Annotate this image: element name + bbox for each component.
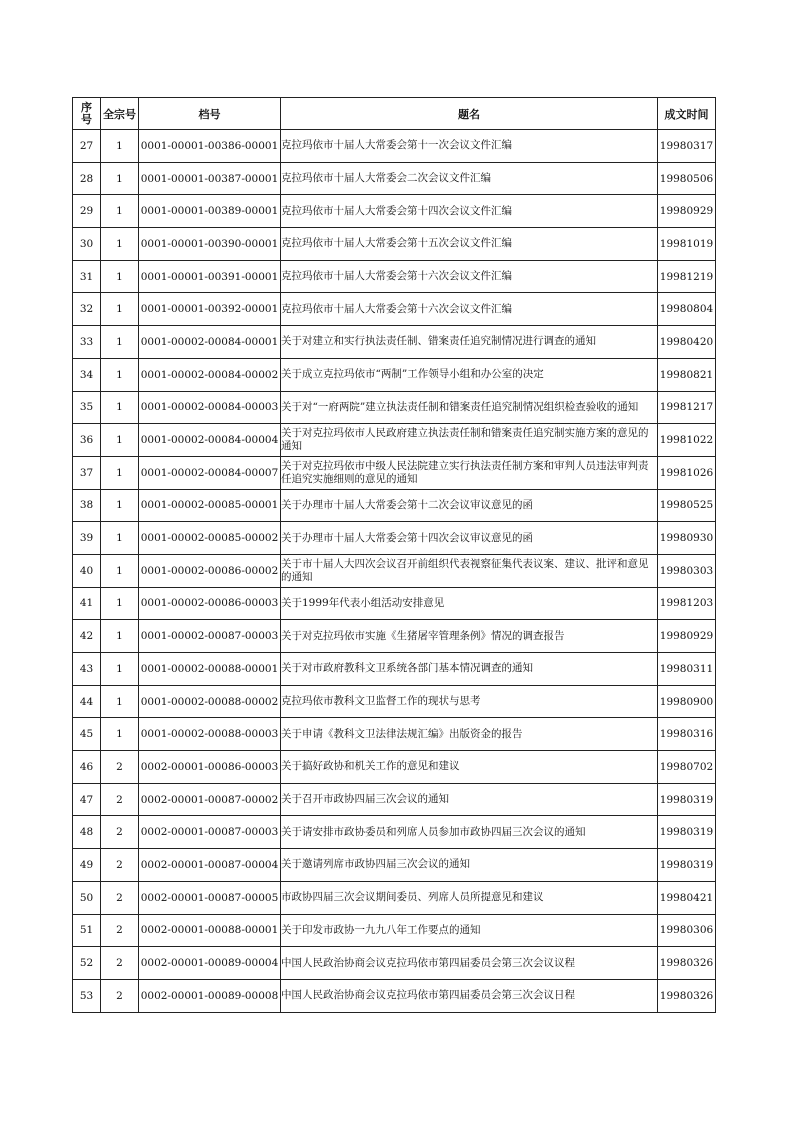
row-index: 40 xyxy=(73,554,101,587)
row-date: 19980326 xyxy=(658,979,716,1012)
row-title: 克拉玛依市十届人大常委会第十六次会议文件汇编 xyxy=(281,260,658,293)
row-date: 19980303 xyxy=(658,554,716,587)
row-code: 0001-00002-00086-00002 xyxy=(139,554,281,587)
row-date: 19981217 xyxy=(658,391,716,424)
row-date: 19981019 xyxy=(658,228,716,261)
table-row xyxy=(73,685,716,718)
row-date: 19980821 xyxy=(658,358,716,391)
row-title: 克拉玛依市教科文卫监督工作的现状与思考 xyxy=(281,685,658,718)
row-index: 45 xyxy=(73,718,101,751)
header-date: 成文时间 xyxy=(658,98,716,130)
row-code: 0001-00002-00088-00002 xyxy=(139,685,281,718)
row-title: 克拉玛依市十届人大常委会第十一次会议文件汇编 xyxy=(281,130,658,163)
row-index: 50 xyxy=(73,881,101,914)
row-code: 0001-00002-00084-00007 xyxy=(139,456,281,489)
table-row xyxy=(73,130,716,163)
row-code: 0002-00001-00087-00004 xyxy=(139,849,281,882)
row-index: 43 xyxy=(73,653,101,686)
table-header xyxy=(73,98,716,130)
row-date: 19980930 xyxy=(658,522,716,555)
row-date: 19981203 xyxy=(658,587,716,620)
table-row xyxy=(73,293,716,326)
row-fonds: 1 xyxy=(101,326,139,359)
row-fonds: 1 xyxy=(101,130,139,163)
row-title: 关于成立克拉玛依市“两制”工作领导小组和办公室的决定 xyxy=(281,358,658,391)
row-date: 19980326 xyxy=(658,947,716,980)
row-fonds: 1 xyxy=(101,489,139,522)
row-fonds: 1 xyxy=(101,162,139,195)
row-code: 0001-00002-00088-00001 xyxy=(139,653,281,686)
row-fonds: 1 xyxy=(101,554,139,587)
row-date: 19981026 xyxy=(658,456,716,489)
row-code: 0001-00002-00084-00004 xyxy=(139,424,281,457)
row-date: 19980929 xyxy=(658,195,716,228)
row-date: 19980506 xyxy=(658,162,716,195)
row-index: 41 xyxy=(73,587,101,620)
row-fonds: 1 xyxy=(101,358,139,391)
row-date: 19980319 xyxy=(658,783,716,816)
row-code: 0001-00002-00084-00003 xyxy=(139,391,281,424)
row-title: 关于对建立和实行执法责任制、错案责任追究制情况进行调查的通知 xyxy=(281,326,658,359)
row-title: 市政协四届三次会议期间委员、列席人员所提意见和建议 xyxy=(281,881,658,914)
row-code: 0001-00002-00086-00003 xyxy=(139,587,281,620)
row-fonds: 1 xyxy=(101,587,139,620)
row-fonds: 2 xyxy=(101,914,139,947)
table-row xyxy=(73,424,716,457)
row-date: 19980702 xyxy=(658,751,716,784)
row-title: 关于对克拉玛依市中级人民法院建立实行执法责任制方案和审判人员违法审判责任追究实施细则的意见的通知 xyxy=(281,456,658,489)
row-date: 19980319 xyxy=(658,849,716,882)
row-index: 35 xyxy=(73,391,101,424)
row-code: 0002-00001-00087-00003 xyxy=(139,816,281,849)
row-date: 19980525 xyxy=(658,489,716,522)
header-index-line-2: 号 xyxy=(81,112,92,126)
table-row xyxy=(73,914,716,947)
row-fonds: 1 xyxy=(101,620,139,653)
header-code: 档号 xyxy=(139,98,281,130)
row-fonds: 2 xyxy=(101,751,139,784)
row-fonds: 1 xyxy=(101,391,139,424)
row-title: 克拉玛依市十届人大常委会第十四次会议文件汇编 xyxy=(281,195,658,228)
row-date: 19980421 xyxy=(658,881,716,914)
row-code: 0001-00002-00085-00001 xyxy=(139,489,281,522)
row-code: 0002-00001-00089-00004 xyxy=(139,947,281,980)
row-date: 19981022 xyxy=(658,424,716,457)
row-date: 19980306 xyxy=(658,914,716,947)
row-index: 30 xyxy=(73,228,101,261)
row-code: 0002-00001-00089-00008 xyxy=(139,979,281,1012)
header-title: 题名 xyxy=(281,98,658,130)
row-fonds: 1 xyxy=(101,653,139,686)
row-fonds: 2 xyxy=(101,947,139,980)
row-fonds: 2 xyxy=(101,849,139,882)
row-title: 中国人民政治协商会议克拉玛依市第四届委员会第三次会议议程 xyxy=(281,947,658,980)
table-row xyxy=(73,587,716,620)
table-row xyxy=(73,816,716,849)
row-fonds: 2 xyxy=(101,816,139,849)
row-code: 0001-00001-00389-00001 xyxy=(139,195,281,228)
row-code: 0001-00002-00085-00002 xyxy=(139,522,281,555)
table-row xyxy=(73,881,716,914)
row-fonds: 2 xyxy=(101,783,139,816)
row-title: 关于印发市政协一九九八年工作要点的通知 xyxy=(281,914,658,947)
table-row xyxy=(73,456,716,489)
row-index: 36 xyxy=(73,424,101,457)
row-title: 关于对市政府教科文卫系统各部门基本情况调查的通知 xyxy=(281,653,658,686)
table-row xyxy=(73,620,716,653)
row-title: 关于市十届人大四次会议召开前组织代表视察征集代表议案、建议、批评和意见的通知 xyxy=(281,554,658,587)
table-row xyxy=(73,783,716,816)
row-fonds: 1 xyxy=(101,260,139,293)
row-code: 0001-00002-00087-00003 xyxy=(139,620,281,653)
row-code: 0001-00001-00386-00001 xyxy=(139,130,281,163)
row-title: 关于对克拉玛依市人民政府建立执法责任制和错案责任追究制实施方案的意见的通知 xyxy=(281,424,658,457)
table-row xyxy=(73,358,716,391)
row-code: 0001-00002-00088-00003 xyxy=(139,718,281,751)
row-date: 19980311 xyxy=(658,653,716,686)
row-index: 32 xyxy=(73,293,101,326)
row-fonds: 1 xyxy=(101,195,139,228)
row-title: 关于召开市政协四届三次会议的通知 xyxy=(281,783,658,816)
row-date: 19980319 xyxy=(658,816,716,849)
row-code: 0002-00001-00087-00002 xyxy=(139,783,281,816)
row-index: 44 xyxy=(73,685,101,718)
row-fonds: 1 xyxy=(101,424,139,457)
row-title: 关于对“一府两院”建立执法责任制和错案责任追究制情况组织检查验收的通知 xyxy=(281,391,658,424)
archive-catalog-table xyxy=(72,97,716,1013)
row-index: 52 xyxy=(73,947,101,980)
row-code: 0002-00001-00088-00001 xyxy=(139,914,281,947)
row-title: 关于办理市十届人大常委会第十二次会议审议意见的函 xyxy=(281,489,658,522)
table-row xyxy=(73,260,716,293)
header-index-line-1: 序 xyxy=(81,100,92,114)
row-index: 48 xyxy=(73,816,101,849)
row-title: 关于办理市十届人大常委会第十四次会议审议意见的函 xyxy=(281,522,658,555)
row-code: 0001-00002-00084-00002 xyxy=(139,358,281,391)
row-fonds: 1 xyxy=(101,293,139,326)
row-code: 0001-00002-00084-00001 xyxy=(139,326,281,359)
row-date: 19980804 xyxy=(658,293,716,326)
row-title: 关于对克拉玛依市实施《生猪屠宰管理条例》情况的调查报告 xyxy=(281,620,658,653)
row-fonds: 1 xyxy=(101,228,139,261)
row-title: 克拉玛依市十届人大常委会二次会议文件汇编 xyxy=(281,162,658,195)
row-date: 19980900 xyxy=(658,685,716,718)
row-code: 0001-00001-00387-00001 xyxy=(139,162,281,195)
row-index: 37 xyxy=(73,456,101,489)
row-fonds: 1 xyxy=(101,456,139,489)
header-fonds: 全宗号 xyxy=(101,98,139,130)
row-code: 0001-00001-00391-00001 xyxy=(139,260,281,293)
row-index: 33 xyxy=(73,326,101,359)
row-title: 关于申请《教科文卫法律法规汇编》出版资金的报告 xyxy=(281,718,658,751)
row-code: 0002-00001-00087-00005 xyxy=(139,881,281,914)
header-index xyxy=(73,98,101,130)
row-index: 39 xyxy=(73,522,101,555)
header-row xyxy=(73,98,716,130)
table-row xyxy=(73,195,716,228)
row-index: 28 xyxy=(73,162,101,195)
table-row xyxy=(73,718,716,751)
row-fonds: 2 xyxy=(101,979,139,1012)
row-title: 克拉玛依市十届人大常委会第十六次会议文件汇编 xyxy=(281,293,658,326)
table-row xyxy=(73,228,716,261)
row-index: 38 xyxy=(73,489,101,522)
row-index: 51 xyxy=(73,914,101,947)
row-index: 47 xyxy=(73,783,101,816)
row-title: 中国人民政治协商会议克拉玛依市第四届委员会第三次会议日程 xyxy=(281,979,658,1012)
row-date: 19980420 xyxy=(658,326,716,359)
row-index: 27 xyxy=(73,130,101,163)
row-fonds: 1 xyxy=(101,718,139,751)
row-index: 31 xyxy=(73,260,101,293)
row-date: 19981219 xyxy=(658,260,716,293)
row-title: 克拉玛依市十届人大常委会第十五次会议文件汇编 xyxy=(281,228,658,261)
row-index: 46 xyxy=(73,751,101,784)
row-code: 0001-00001-00390-00001 xyxy=(139,228,281,261)
row-code: 0002-00001-00086-00003 xyxy=(139,751,281,784)
row-date: 19980317 xyxy=(658,130,716,163)
row-index: 53 xyxy=(73,979,101,1012)
table-body xyxy=(73,130,716,1013)
row-title: 关于请安排市政协委员和列席人员参加市政协四届三次会议的通知 xyxy=(281,816,658,849)
table-row xyxy=(73,162,716,195)
row-code: 0001-00001-00392-00001 xyxy=(139,293,281,326)
table-row xyxy=(73,554,716,587)
row-title: 关于搞好政协和机关工作的意见和建议 xyxy=(281,751,658,784)
table-row xyxy=(73,849,716,882)
row-title: 关于1999年代表小组活动安排意见 xyxy=(281,587,658,620)
row-title: 关于邀请列席市政协四届三次会议的通知 xyxy=(281,849,658,882)
row-date: 19980316 xyxy=(658,718,716,751)
row-date: 19980929 xyxy=(658,620,716,653)
row-fonds: 1 xyxy=(101,685,139,718)
row-index: 42 xyxy=(73,620,101,653)
row-index: 49 xyxy=(73,849,101,882)
table-row xyxy=(73,947,716,980)
row-index: 34 xyxy=(73,358,101,391)
table-row xyxy=(73,489,716,522)
table-row xyxy=(73,653,716,686)
table-row xyxy=(73,979,716,1012)
row-fonds: 2 xyxy=(101,881,139,914)
table-row xyxy=(73,522,716,555)
row-index: 29 xyxy=(73,195,101,228)
row-fonds: 1 xyxy=(101,522,139,555)
table-row xyxy=(73,391,716,424)
table-row xyxy=(73,751,716,784)
table-row xyxy=(73,326,716,359)
